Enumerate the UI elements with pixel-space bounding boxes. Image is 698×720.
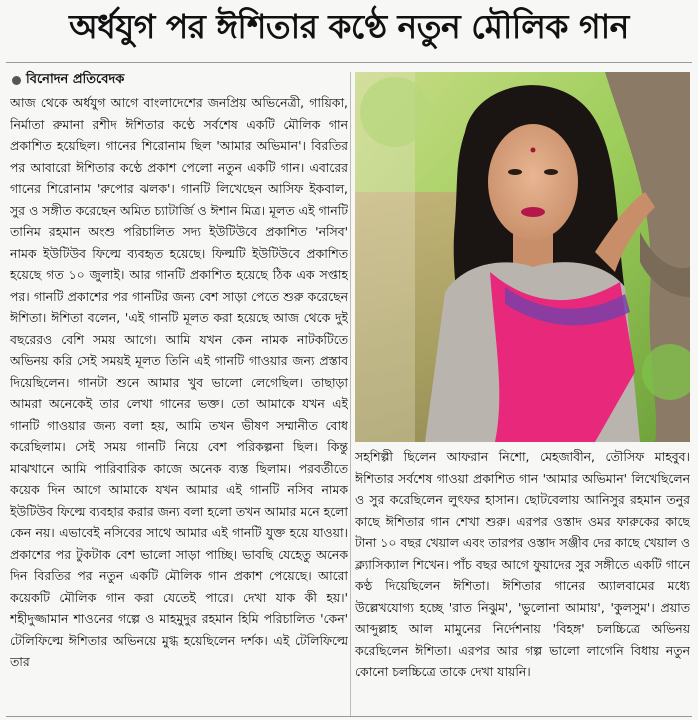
article-paragraph: আজ থেকে অর্ধযুগ আগে বাংলাদেশের জনপ্রিয় অভিনেত্রী, গায়িকা, নির্মাতা রুমানা রশীদ ঈশিতার কণ্ঠে সর্বশেষ একটি মৌলিক গান প্রকাশিত হয়েছিল। গানের শিরোনাম ছিল 'আমার অভিমান'। বিরতির পর আবারো ঈশিতার কণ্ঠে প্রকাশ পেলো নতুন একটি গান। এবারের গানের শিরোনাম 'রুপোর ঝলক'। গানটি লিখেছেন আসিফ ইকবাল, সুর ও সঙ্গীত করেছেন অমিত চ্যাটার্জি ও ঈশান মিত্র। মূলত এই গানটি তানিম রহমান অংশু পরিচালিত সদ্য ইউটিউবে প্রকাশিত 'নসিব' নামক ইউটিউব ফিল্মে ব্যবহৃত হয়েছে। ফিল্মটি ইউটিউবে প্রকাশিত হয়েছে গত ১০ জুলাই। আর গানটি প্রকাশিত হয়েছে ঠিক এক সপ্তাহ পর। গানটি প্রকাশের পর গানটির জন্য বেশ সাড়া পেতে শুরু করেছেন ঈশিতা। ঈশিতা বলেন, 'এই গানটি মূলত করা হয়েছে আজ থেকে দুই বছরেরও বেশি সময় আগে। আমি যখন কেন নামক নাটকটিতে অভিনয় করি সেই সময়ই মূলত তিনি এই গানটি গাওয়ার জন্য প্রস্তাব দিয়েছিলেন। গানটা শুনে আমার খুব ভালো লেগেছিল। তাছাড়া আমরা অনেকেই তার লেখা গানের ভক্ত। তো আমাকে যখন এই গানটি গাওয়ার জন্য বলা হয়, আমি তখন ভীষণ সম্মানীত বোধ করেছিলাম। সেই সময় গানটি নিয়ে বেশ পরিকল্পনা ছিল। কিন্তু মাঝখানে আমি পারিবারিক কাজে অনেক ব্যস্ত ছিলাম। পরবর্তীতে কয়েক দিন আগে আমাকে যখন আমার এই গানটি নসিব নামক ইউটিউব ফিল্মে ব্যবহার করার জন্য বলা হলো তখন আমার মনে হলো কেন নয়। এভাবেই নসিবের সাথে আমার এই গানটি যুক্ত হয়ে যাওয়া। প্রকাশের পর টুকটাক বেশ ভালো সাড়া পাচ্ছি। ভাবছি যেহেতু অনেক দিন বিরতির পর নতুন একটি মৌলিক গান প্রকাশ পেয়েছে। আরো কয়েকটি মৌলিক গান করা যেতেই পারে। দেখা যাক কী হয়।' শহীদুজ্জামান শাওনের গল্পে ও মাহমুদুর রহমান হিমি পরিচালিত 'কেন' টেলিফিল্মে ঈশিতার অভিনয়ে মুগ্ধ হয়েছিলেন দর্শক। এই টেলিফিল্মে তার bbox=[10, 95, 348, 669]
byline-text: বিনোদন প্রতিবেদক bbox=[26, 72, 125, 87]
column-divider bbox=[350, 72, 351, 716]
article-left-column bbox=[10, 92, 348, 712]
top-rule bbox=[6, 62, 692, 63]
bottom-rule bbox=[6, 716, 692, 717]
byline bbox=[12, 70, 124, 91]
article-paragraph: সহশিল্পী ছিলেন আফরান নিশো, মেহজাবীন, তৌসিফ মাহবুব। ঈশিতার সর্বশেষ গাওয়া প্রকাশিত গান 'আমার অভিমান' লিখেছিলেন ও সুর করেছিলেন লুৎফর হাসান। ছোটবেলায় আনিসুর রহমান তনুর কাছে ঈশিতার গান শেখা শুরু। এরপর ওস্তাদ ওমর ফারুকের কাছে টানা ১০ বছর খেয়াল এবং তারপর ওস্তাদ সঞ্জীব দের কাছে খেয়াল ও ক্ল্যাসিক্যাল শিখেন। পাঁচ বছর আগে ফুয়াদের সুর সঙ্গীতে একটি গানে কণ্ঠ দিয়েছিলেন ঈশিতা। ঈশিতার গানের অ্যালবামের মধ্যে উল্লেখযোগ্য হচ্ছে 'রাত নিঝুম', 'ভুলোনা আমায়', 'কুলসুম'। প্রয়াত আব্দুল্লাহ আল মামুনের নির্দেশনায় 'বিহঙ্গ' চলচ্চিত্রে অভিনয় করেছিলেন ঈশিতা। এরপর আর গল্প ভালো লাগেনি বিধায় নতুন কোনো চলচ্চিত্রে তাকে দেখা যায়নি। bbox=[355, 449, 690, 679]
article-photo bbox=[355, 72, 690, 442]
headline: অর্ধযুগ পর ঈশিতার কণ্ঠে নতুন মৌলিক গান bbox=[69, 7, 629, 46]
byline-bullet-icon bbox=[12, 76, 21, 85]
article-right-column bbox=[355, 446, 690, 712]
